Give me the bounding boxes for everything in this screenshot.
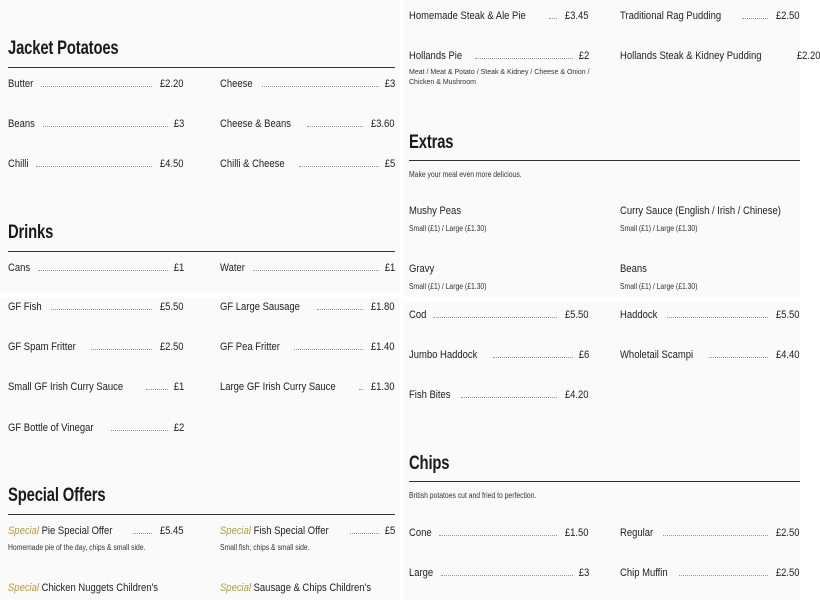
item-name-text: Sausage & Chips Children's: [253, 582, 372, 594]
leader-dots: [742, 9, 769, 19]
menu-item[interactable]: [409, 308, 589, 322]
leader-dots: [299, 157, 379, 167]
item-name: [220, 525, 329, 537]
item-name: Butter: [8, 78, 34, 90]
item-price: £5: [384, 525, 395, 537]
item-name: Curry Sauce (English / Irish / Chinese): [620, 205, 781, 217]
menu-item[interactable]: [620, 308, 800, 322]
section-title-chips: Chips: [409, 453, 450, 474]
item-name: GF Spam Fritter: [8, 341, 76, 353]
section-subtitle: Make your meal even more delicious.: [409, 170, 522, 179]
menu-item[interactable]: [409, 566, 589, 580]
item-price: £2.50: [160, 341, 184, 353]
item-name: Cod: [409, 309, 427, 321]
item-name: Regular: [620, 527, 654, 539]
menu-column-left: [0, 0, 400, 600]
item-name: [220, 582, 371, 594]
menu-item[interactable]: [8, 77, 184, 91]
menu-item[interactable]: [409, 263, 589, 277]
item-name: Haddock: [620, 309, 658, 321]
item-price: £2.50: [776, 567, 800, 579]
item-price: £1: [384, 262, 395, 274]
menu-item[interactable]: [620, 348, 800, 362]
menu-item[interactable]: [8, 157, 184, 171]
item-price: £4.20: [565, 389, 589, 401]
item-name: GF Large Sausage: [220, 301, 300, 313]
section-title-drinks: Drinks: [8, 222, 54, 243]
leader-dots: [433, 308, 557, 318]
item-price: £3.60: [371, 118, 395, 130]
leader-dots: [709, 348, 768, 358]
item-description: Small fish, chips & small side.: [220, 543, 310, 552]
menu-item[interactable]: [409, 526, 589, 540]
section-title-special-offers: Special Offers: [8, 485, 106, 506]
item-price: £6: [578, 349, 589, 361]
menu-item[interactable]: [620, 49, 820, 63]
item-name: Hollands Pie: [409, 50, 463, 62]
item-price: £2: [173, 422, 184, 434]
special-tag: Special: [8, 525, 40, 537]
menu-item[interactable]: [620, 566, 800, 580]
leader-dots: [41, 77, 152, 87]
special-tag: Special: [8, 582, 40, 594]
item-price: £5.45: [160, 525, 184, 537]
item-name: GF Pea Fritter: [220, 341, 280, 353]
leader-dots: [317, 300, 364, 310]
menu-item[interactable]: [220, 380, 395, 394]
item-price: £1: [173, 262, 184, 274]
item-price: £1.40: [371, 341, 395, 353]
item-name: Chip Muffin: [620, 567, 668, 579]
section-divider: [8, 251, 395, 252]
item-price: £1.80: [371, 301, 395, 313]
item-name: Cheese & Beans: [220, 118, 292, 130]
item-name: Cone: [409, 527, 432, 539]
item-price: £2.20: [796, 50, 820, 62]
item-name: Fish Bites: [409, 389, 451, 401]
leader-dots: [549, 9, 558, 19]
menu-item[interactable]: [8, 582, 184, 596]
item-name: Homemade Steak & Ale Pie: [409, 10, 526, 22]
leader-dots: [441, 566, 573, 576]
item-description: Small (£1) / Large (£1.30): [620, 282, 698, 291]
menu-item[interactable]: [220, 157, 395, 171]
special-tag: Special: [220, 582, 252, 594]
section-subtitle: British potatoes cut and fried to perfection.: [409, 491, 537, 500]
item-name: Large: [409, 567, 434, 579]
item-name-text: Chicken Nuggets Children's: [41, 582, 159, 594]
item-name: Hollands Steak & Kidney Pudding: [620, 50, 762, 62]
item-price: £2.50: [776, 10, 800, 22]
leader-dots: [663, 526, 769, 536]
leader-dots: [36, 157, 153, 167]
item-price: £2: [578, 50, 589, 62]
leader-dots: [146, 380, 168, 390]
menu-item[interactable]: [620, 263, 800, 277]
leader-dots: [38, 261, 168, 271]
menu-item[interactable]: [220, 340, 395, 354]
item-price: £3: [384, 78, 395, 90]
item-price: £3: [578, 567, 589, 579]
leader-dots: [439, 526, 557, 536]
leader-dots: [475, 49, 573, 59]
item-description: Homemade pie of the day, chips & small side.: [8, 543, 146, 552]
item-name: Traditional Rag Pudding: [620, 10, 722, 22]
item-name: Small GF Irish Curry Sauce: [8, 381, 124, 393]
item-price: £1.30: [371, 381, 395, 393]
section-divider: [8, 67, 395, 68]
menu-item[interactable]: [220, 582, 395, 596]
leader-dots: [262, 77, 379, 87]
menu-item[interactable]: [220, 77, 395, 91]
menu-item[interactable]: [8, 261, 184, 275]
menu-item[interactable]: [620, 9, 800, 23]
menu-item[interactable]: [220, 117, 395, 131]
item-name: GF Bottle of Vinegar: [8, 422, 94, 434]
leader-dots: [133, 524, 152, 534]
menu-item[interactable]: [8, 380, 184, 394]
item-name: [8, 525, 112, 537]
section-divider: [8, 514, 395, 515]
menu-item[interactable]: [8, 340, 184, 354]
section-divider: [409, 481, 800, 482]
item-name: Beans: [8, 118, 35, 130]
leader-dots: [43, 117, 168, 127]
block-separator: [0, 292, 400, 298]
item-name: Cheese: [220, 78, 253, 90]
menu-item[interactable]: [409, 205, 589, 219]
item-description: Small (£1) / Large (£1.30): [409, 282, 487, 291]
menu-item[interactable]: [409, 388, 589, 402]
leader-dots: [667, 308, 768, 318]
leader-dots: [51, 300, 152, 310]
item-description: Small (£1) / Large (£1.30): [620, 224, 698, 233]
leader-dots: [91, 340, 153, 350]
item-name: Jumbo Haddock: [409, 349, 478, 361]
item-name-text: Fish Special Offer: [253, 525, 329, 537]
item-name: Gravy: [409, 263, 435, 275]
leader-dots: [253, 261, 379, 271]
leader-dots: [359, 380, 364, 390]
leader-dots: [307, 117, 364, 127]
menu-item[interactable]: [620, 526, 800, 540]
leader-dots: [350, 524, 378, 534]
menu-column-right: [400, 0, 820, 600]
block-separator: [404, 296, 804, 302]
item-price: £5: [384, 158, 395, 170]
item-price: £4.40: [776, 349, 800, 361]
item-price: £5.50: [160, 301, 184, 313]
item-price: £2.50: [776, 527, 800, 539]
leader-dots: [111, 421, 167, 431]
leader-dots: [461, 388, 557, 398]
menu-item[interactable]: [8, 421, 184, 435]
menu-item[interactable]: [220, 261, 395, 275]
item-price: £1: [173, 381, 184, 393]
menu-item[interactable]: [409, 348, 589, 362]
item-price: £3.45: [565, 10, 589, 22]
menu-item[interactable]: [409, 9, 589, 23]
section-divider: [409, 160, 800, 161]
special-tag: Special: [220, 525, 252, 537]
item-description: Small (£1) / Large (£1.30): [409, 224, 487, 233]
section-title-jacket-potatoes: Jacket Potatoes: [8, 38, 119, 59]
item-price: £5.50: [565, 309, 589, 321]
item-name: Cans: [8, 262, 31, 274]
section-title-extras: Extras: [409, 132, 454, 153]
leader-dots: [493, 348, 573, 358]
menu-item[interactable]: [220, 300, 395, 314]
menu-item[interactable]: [8, 524, 184, 538]
item-name: GF Fish: [8, 301, 42, 313]
item-name: [8, 582, 158, 594]
item-name: Beans: [620, 263, 647, 275]
item-price: £5.50: [776, 309, 800, 321]
menu-item[interactable]: [409, 49, 589, 63]
item-name-text: Pie Special Offer: [41, 525, 113, 537]
item-price: £3: [173, 118, 184, 130]
item-price: £1.50: [565, 527, 589, 539]
item-name: Mushy Peas: [409, 205, 462, 217]
menu-item[interactable]: [8, 117, 184, 131]
leader-dots: [679, 566, 768, 576]
leader-dots: [294, 340, 364, 350]
item-name: Water: [220, 262, 245, 274]
item-name: Large GF Irish Curry Sauce: [220, 381, 336, 393]
item-name: Chilli: [8, 158, 29, 170]
item-price: £4.50: [160, 158, 184, 170]
item-name: Wholetail Scampi: [620, 349, 694, 361]
menu-item[interactable]: [8, 300, 184, 314]
menu-item[interactable]: [220, 524, 395, 538]
item-name: Chilli & Cheese: [220, 158, 285, 170]
menu-item[interactable]: [620, 205, 800, 219]
item-price: £2.20: [160, 78, 184, 90]
item-description: Meat / Meat & Potato / Steak & Kidney / Cheese & Onion / Chicken & Mushroom: [409, 69, 590, 86]
